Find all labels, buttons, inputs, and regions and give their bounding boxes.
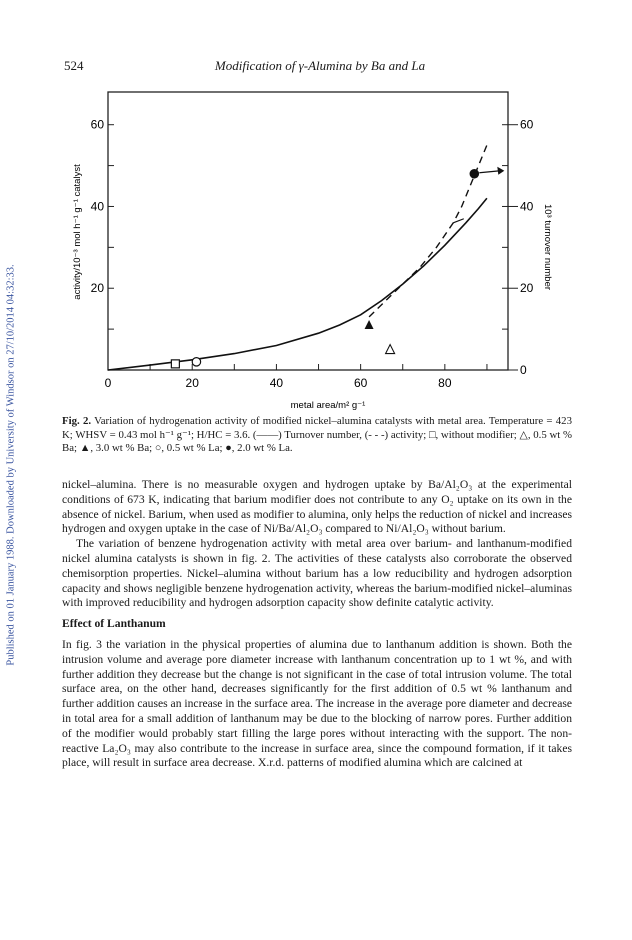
chart-markers xyxy=(171,167,504,368)
y-left-tick-label: 40 xyxy=(90,199,104,214)
paragraph-3: In fig. 3 the variation in the physical properties of alumina due to lanthanum addition is shown. Both the intrusion volume and average pore diameter increase with lanthanum concentration up to 1 wt %, and with further addition they decrease but the change is not significant in the case of total intrusion volume. The total surface area, on the other hand, decreases significantly for the first addition of 0.5 wt % lanthanum and further addition causes an increase in the surface area. The increase in the average pore diameter and decrease in total area for a small addition of lanthanum may be due to the blocking of narrow pores. Further addition of the modifier would probably start filling the large pores without interacting with the support. The non-reactive La₂O₃ may also contribute to the increase in surface area, since the compound formation, if it takes place, will result in surface area decrease. X.r.d. patterns of modified alumina which are calcined at xyxy=(62,638,572,770)
marker-open-square xyxy=(171,360,179,368)
chart-axes xyxy=(108,92,518,370)
y-right-tick-label: 0 xyxy=(520,363,527,377)
marker-filled-circle xyxy=(470,169,480,179)
y-right-axis-title: 10³ turnover number xyxy=(542,203,553,291)
figure-caption xyxy=(62,415,572,456)
y-right-tick-label: 60 xyxy=(520,117,534,132)
y-left-axis-title: activity/10⁻³ mol h⁻¹ g⁻¹ catalyst xyxy=(72,164,83,300)
turnover-curve xyxy=(108,198,487,370)
paragraph-2: The variation of benzene hydrogenation activity with metal area over barium- and lanthanum-modified nickel alumina catalysts is shown in fig. 2. The activities of these catalysts also corroborate the observed chemisorption properties. Nickel–alumina without barium has a low reducibility and hydrogen adsorption capacity and shows negligible benzene hydrogenation activity, whereas the barium-modified nickel–aluminas with improved reducibility and hydrogen adsorption capacity show definite catalytic activity. xyxy=(62,537,572,610)
x-tick-label: 20 xyxy=(185,376,199,390)
x-tick-label: 60 xyxy=(353,376,368,390)
y-right-tick-label: 20 xyxy=(520,281,534,296)
marker-filled-triangle xyxy=(365,320,374,329)
activity-curve xyxy=(369,145,487,317)
section-heading: Effect of Lanthanum xyxy=(62,617,166,630)
y-left-tick-label: 60 xyxy=(90,117,104,132)
arrow-line xyxy=(479,171,500,173)
figure-caption-text: Variation of hydrogenation activity of modified nickel–alumina catalysts with metal area. Temperature = 423 K; WHSV = 0.43 mol h⁻¹ g⁻¹; H/HC = 3.6. (——) Turnover number, (- - -) activity; □, without modifier; △, 0.5 wt % Ba; ▲, 3.0 wt % Ba; ○, 0.5 wt % La; ●, 2.0 wt % La. xyxy=(62,415,572,454)
running-title: Modification of γ-Alumina by Ba and La xyxy=(214,58,426,73)
download-notice-text: Published on 01 January 1988. Downloaded by University of Windsor on 27/10/2014 04:32:33. xyxy=(5,264,17,666)
body-text-block xyxy=(62,478,572,611)
page-number: 524 xyxy=(64,58,84,73)
arrow-head xyxy=(497,167,504,175)
x-tick-label: 40 xyxy=(269,376,284,390)
section-body xyxy=(62,638,572,771)
paragraph-1: nickel–alumina. There is no measurable oxygen and hydrogen uptake by Ba/Al₂O₃ at the experimental conditions of 673 K, indicating that barium modifier does not contribute to any O₂ uptake on its own in the absence of nickel. Barium, when used as modifier to alumina, only helps the reduction of nickel and increases hydrogen and oxygen uptake in the case of Ni/Ba/Al₂O₃ compared to Ni/Al₂O₃ without barium. xyxy=(62,478,572,536)
plot-frame xyxy=(108,92,508,370)
y-right-tick-label: 40 xyxy=(520,199,534,214)
chart-series xyxy=(108,145,487,370)
arrow-line-small xyxy=(453,219,464,223)
x-axis-title: metal area/m² g⁻¹ xyxy=(290,400,366,411)
y-left-tick-label: 20 xyxy=(90,281,104,296)
x-tick-label: 0 xyxy=(104,376,112,390)
x-tick-label: 80 xyxy=(438,376,452,390)
figure-caption-label: Fig. 2. xyxy=(62,415,92,427)
marker-open-triangle xyxy=(386,345,395,354)
marker-open-circle xyxy=(192,358,200,366)
figure-2-chart xyxy=(0,0,632,415)
